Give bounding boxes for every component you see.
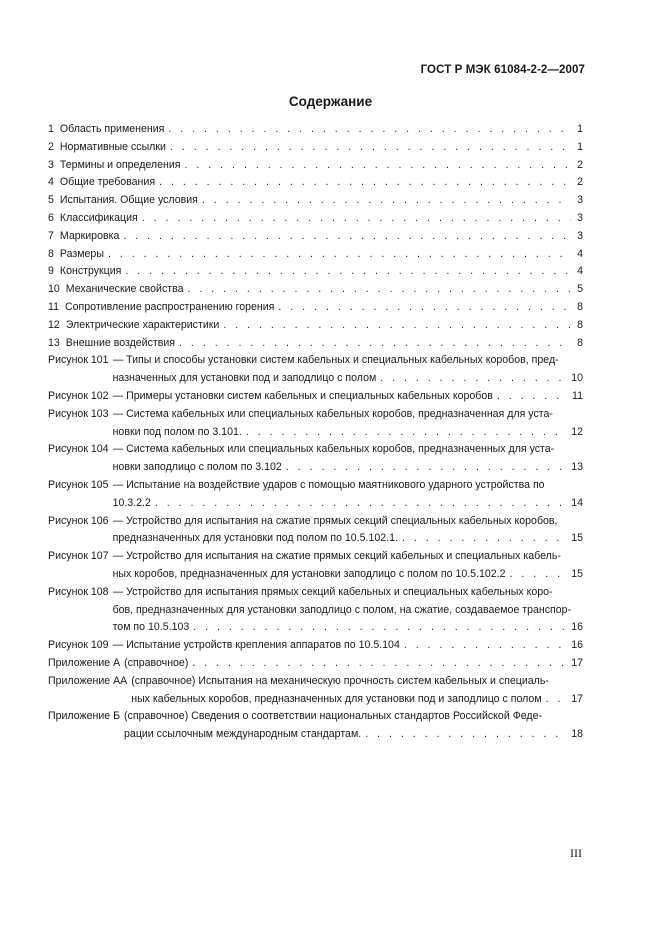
toc-entry-label: 4 [48, 176, 54, 189]
toc-entry-label: Рисунок 102 [48, 389, 109, 402]
toc-entry-text-line: Электрические характеристики [65, 318, 220, 331]
toc-entry-label: Рисунок 106 [48, 514, 109, 527]
toc-entry[interactable] [48, 228, 583, 246]
dot-leader [185, 157, 571, 175]
toc-entry[interactable] [48, 548, 583, 584]
toc-entry-label: 9 [48, 265, 54, 278]
toc-entry[interactable] [48, 246, 583, 264]
toc-entry-page: 14 [571, 496, 583, 509]
toc-entry[interactable] [48, 352, 583, 388]
toc-entry[interactable] [48, 584, 583, 637]
dot-leader [546, 691, 568, 709]
toc-entry-page: 13 [571, 461, 583, 474]
toc-entry[interactable] [48, 655, 583, 673]
toc-entry-label: 13 [48, 336, 60, 349]
dot-leader [246, 424, 567, 442]
toc-entry-text-line: — Типы и способы установки систем кабельных и специальных кабельных коробов, пред- [112, 354, 559, 367]
dot-leader [170, 139, 571, 157]
table-of-contents [48, 121, 583, 744]
dot-leader [510, 566, 568, 584]
toc-entry-text-line: — Устройство для испытания прямых секций кабельных и специальных кабельных коро- [112, 585, 553, 598]
toc-entry-page: 15 [571, 567, 583, 580]
toc-entry-page: 8 [577, 300, 583, 313]
dot-leader [404, 637, 567, 655]
toc-entry-label: Рисунок 108 [48, 585, 109, 598]
toc-entry-text-line: предназначенных для установки под полом по 10.5.102.1. [112, 532, 398, 545]
toc-entry-page: 15 [571, 532, 583, 545]
toc-entry-text-line: рации ссылочным международным стандартам. [124, 728, 362, 741]
dot-leader [159, 174, 571, 192]
toc-entry-page: 3 [577, 194, 583, 207]
page-number: III [570, 846, 582, 860]
page-title: Содержание [288, 94, 373, 109]
toc-entry-text-line: — Система кабельных или специальных кабельных коробов, предназначенная для уста- [112, 407, 553, 420]
toc-entry[interactable] [48, 441, 583, 477]
toc-entry-text-line: Механические свойства [65, 283, 184, 296]
toc-entry-label: 7 [48, 229, 54, 242]
toc-entry-page: 4 [577, 265, 583, 278]
document-designation: ГОСТ Р МЭК 61084-2-2—2007 [420, 64, 585, 76]
toc-entry-text-line: Нормативные ссылки [59, 140, 166, 153]
dot-leader [193, 619, 567, 637]
toc-entry[interactable] [48, 708, 583, 744]
toc-entry[interactable] [48, 335, 583, 353]
toc-entry[interactable] [48, 388, 583, 406]
toc-entry[interactable] [48, 299, 583, 317]
toc-entry[interactable] [48, 121, 583, 139]
toc-entry-text-line: — Устройство для испытания на сжатие прямых секций специальных кабельных коробов, [112, 514, 558, 527]
toc-entry-text-line: Сопротивление распространению горения [65, 300, 275, 313]
toc-entry[interactable] [48, 281, 583, 299]
dot-leader [402, 530, 567, 548]
toc-entry-label: 3 [48, 158, 54, 171]
toc-entry-label: Приложение Б [48, 710, 121, 723]
toc-entry-text-line: 10.3.2.2 [112, 496, 151, 509]
toc-entry-text-line: — Примеры установки систем кабельных и специальных кабельных коробов [112, 389, 493, 402]
toc-entry-page: 3 [577, 211, 583, 224]
toc-entry-text-line: Внешние воздействия [65, 336, 176, 349]
toc-entry-page: 8 [577, 318, 583, 331]
toc-entry-text-line: — Система кабельных или специальных кабельных коробов, предназначенных для уста- [112, 443, 555, 456]
toc-entry-page: 4 [577, 247, 583, 260]
dot-leader [223, 317, 571, 335]
toc-entry-page: 16 [571, 639, 583, 652]
toc-entry-text-line: Конструкция [59, 265, 122, 278]
dot-leader [365, 726, 567, 744]
toc-entry-page: 1 [577, 140, 583, 153]
toc-entry-text-line: Область применения [59, 123, 165, 135]
toc-entry-page: 8 [577, 336, 583, 349]
toc-entry-text-line: ных коробов, предназначенных для установки заподлицо с полом по 10.5.102.2 [112, 567, 506, 580]
dot-leader [286, 459, 567, 477]
toc-entry-label: 6 [48, 211, 54, 224]
toc-entry-page: 10 [571, 372, 583, 385]
toc-entry[interactable] [48, 263, 583, 281]
dot-leader [188, 281, 572, 299]
toc-entry-text-line: ных кабельных коробов, предназначенных для установки под и заподлицо с полом [131, 692, 542, 705]
toc-entry-text-line: Испытания. Общие условия [59, 194, 198, 207]
toc-entry-text-line: Размеры [59, 247, 104, 260]
toc-entry-page: 2 [577, 158, 583, 171]
toc-entry-page: 12 [571, 425, 583, 438]
toc-entry-label: Рисунок 103 [48, 407, 109, 420]
dot-leader [142, 210, 571, 228]
toc-entry-label: Рисунок 107 [48, 550, 109, 563]
toc-entry[interactable] [48, 406, 583, 442]
toc-entry-page: 3 [577, 229, 583, 242]
toc-entry-label: 1 [48, 123, 54, 135]
toc-entry-page: 2 [577, 176, 583, 189]
dot-leader [125, 263, 571, 281]
dot-leader [155, 495, 567, 513]
toc-entry-label: 12 [48, 318, 60, 331]
toc-entry[interactable] [48, 513, 583, 549]
dot-leader [278, 299, 571, 317]
toc-entry-page: 1 [577, 123, 583, 135]
toc-entry-label: Приложение АА [48, 674, 128, 687]
toc-entry[interactable] [48, 477, 583, 513]
toc-entry[interactable] [48, 210, 583, 228]
toc-entry-label: Рисунок 109 [48, 639, 109, 652]
toc-entry-page: 17 [571, 692, 583, 705]
toc-entry[interactable] [48, 139, 583, 157]
toc-entry-page: 5 [577, 283, 583, 296]
toc-entry-label: Приложение А [48, 656, 121, 669]
dot-leader [168, 121, 571, 139]
toc-entry-text-line: том по 10.5.103 [112, 621, 190, 634]
toc-entry-text-line: (справочное) Испытания на механическую прочность систем кабельных и специаль- [131, 674, 549, 687]
toc-entry[interactable] [48, 317, 583, 335]
toc-entry[interactable] [48, 192, 583, 210]
toc-entry-text-line: (справочное) [124, 656, 189, 669]
toc-entry-label: 11 [48, 300, 59, 313]
toc-entry-label: 10 [48, 283, 60, 296]
toc-entry-label: 5 [48, 194, 54, 207]
toc-entry-label: Рисунок 104 [48, 443, 109, 456]
dot-leader [108, 246, 571, 264]
toc-entry-text-line: — Испытание устройств крепления аппаратов по 10.5.104 [112, 639, 400, 652]
toc-entry-text-line: Маркировка [59, 229, 120, 242]
dot-leader [192, 655, 567, 673]
toc-entry-text-line: бов, предназначенных для установки заподлицо с полом, на сжатие, создаваемое транспор- [112, 603, 572, 616]
toc-entry-page: 11 [572, 389, 583, 402]
toc-entry-text-line: назначенных для установки под и заподлицо с полом [112, 372, 377, 385]
toc-entry-text-line: новки под полом по 3.101. [112, 425, 242, 438]
toc-entry-label: Рисунок 101 [48, 354, 109, 367]
toc-entry-label: 8 [48, 247, 54, 260]
toc-entry-label: 2 [48, 140, 54, 153]
toc-entry-label: Рисунок 105 [48, 478, 109, 491]
toc-entry[interactable] [48, 174, 583, 192]
toc-entry-page: 16 [571, 621, 583, 634]
toc-entry[interactable] [48, 673, 583, 709]
toc-entry[interactable] [48, 637, 583, 655]
toc-entry-text-line: (справочное) Сведения о соответствии национальных стандартов Российской Феде- [124, 710, 543, 723]
dot-leader [179, 335, 571, 353]
dot-leader [123, 228, 571, 246]
toc-entry-page: 17 [571, 656, 583, 669]
toc-entry-text-line: — Устройство для испытания на сжатие прямых секций кабельных и специальных кабель- [112, 550, 561, 563]
dot-leader [497, 388, 568, 406]
toc-entry-text-line: Термины и определения [59, 158, 181, 171]
toc-entry[interactable] [48, 157, 583, 175]
toc-entry-text-line: Классификация [59, 211, 138, 224]
toc-entry-text-line: Общие требования [59, 176, 156, 189]
dot-leader [380, 370, 567, 388]
toc-entry-text-line: новки заподлицо с полом по 3.102 [112, 461, 282, 474]
toc-entry-page: 18 [571, 728, 583, 741]
toc-entry-text-line: — Испытание на воздействие ударов с помощью маятникового ударного устройства по [112, 478, 545, 491]
dot-leader [202, 192, 571, 210]
